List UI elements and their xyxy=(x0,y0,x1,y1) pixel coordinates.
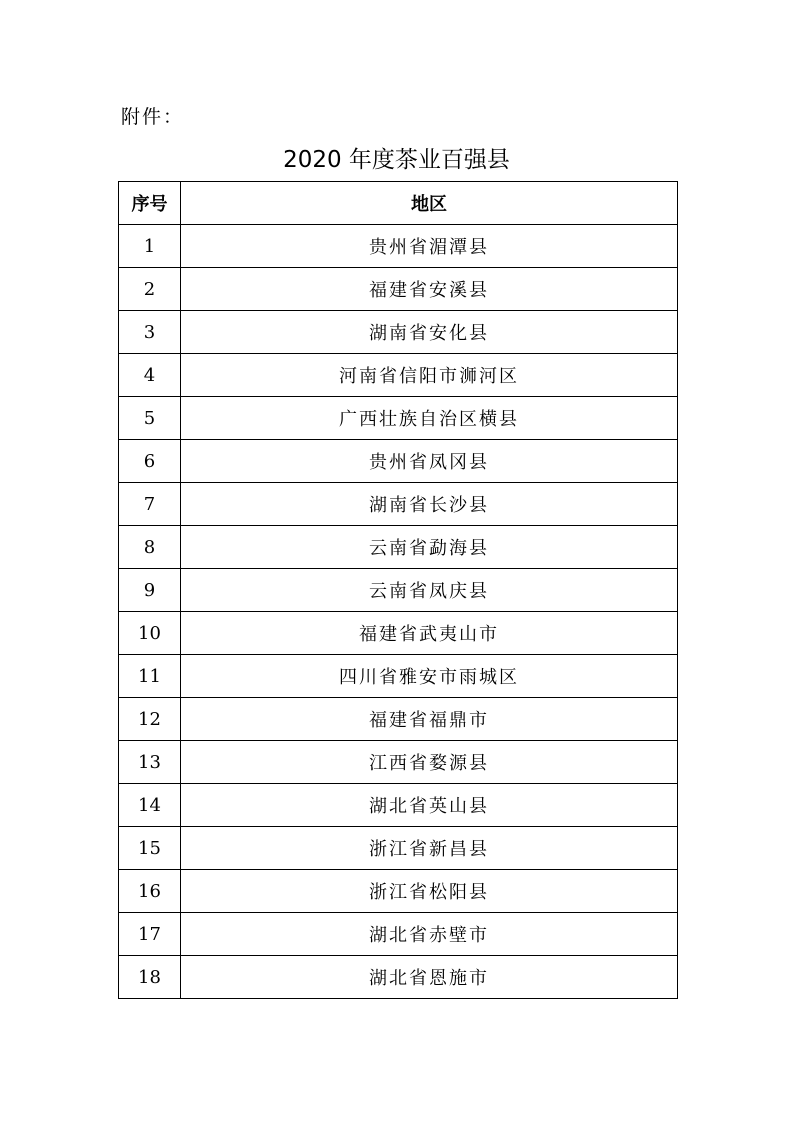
row-number: 9 xyxy=(119,569,181,612)
row-region: 江西省婺源县 xyxy=(181,741,678,784)
row-region: 云南省勐海县 xyxy=(181,526,678,569)
table-row xyxy=(119,440,678,483)
row-region: 福建省安溪县 xyxy=(181,268,678,311)
table-row xyxy=(119,827,678,870)
table-row xyxy=(119,311,678,354)
row-number: 11 xyxy=(119,655,181,698)
row-number: 4 xyxy=(119,354,181,397)
row-region: 湖南省安化县 xyxy=(181,311,678,354)
row-region: 浙江省松阳县 xyxy=(181,870,678,913)
row-number: 17 xyxy=(119,913,181,956)
table-row xyxy=(119,569,678,612)
row-region: 湖北省英山县 xyxy=(181,784,678,827)
row-number: 10 xyxy=(119,612,181,655)
row-number: 15 xyxy=(119,827,181,870)
table-row xyxy=(119,698,678,741)
table-row xyxy=(119,526,678,569)
row-number: 12 xyxy=(119,698,181,741)
table-row xyxy=(119,268,678,311)
row-number: 18 xyxy=(119,956,181,999)
table-row xyxy=(119,784,678,827)
row-region: 贵州省凤冈县 xyxy=(181,440,678,483)
row-number: 1 xyxy=(119,225,181,268)
row-number: 8 xyxy=(119,526,181,569)
row-region: 四川省雅安市雨城区 xyxy=(181,655,678,698)
row-region: 浙江省新昌县 xyxy=(181,827,678,870)
row-number: 2 xyxy=(119,268,181,311)
table-row xyxy=(119,655,678,698)
table-row xyxy=(119,483,678,526)
attachment-label: 附件： xyxy=(121,106,185,128)
county-table xyxy=(118,181,678,999)
table-row xyxy=(119,870,678,913)
row-region: 湖南省长沙县 xyxy=(181,483,678,526)
row-region: 云南省凤庆县 xyxy=(181,569,678,612)
row-region: 福建省武夷山市 xyxy=(181,612,678,655)
row-region: 湖北省赤壁市 xyxy=(181,913,678,956)
table-row xyxy=(119,354,678,397)
table-row xyxy=(119,225,678,268)
row-region: 福建省福鼎市 xyxy=(181,698,678,741)
row-number: 7 xyxy=(119,483,181,526)
row-region: 贵州省湄潭县 xyxy=(181,225,678,268)
row-number: 14 xyxy=(119,784,181,827)
page-title: 2020 年度茶业百强县 xyxy=(283,147,510,173)
row-region: 广西壮族自治区横县 xyxy=(181,397,678,440)
row-number: 6 xyxy=(119,440,181,483)
row-number: 13 xyxy=(119,741,181,784)
table-row xyxy=(119,956,678,999)
table-row xyxy=(119,741,678,784)
table-row xyxy=(119,612,678,655)
row-number: 3 xyxy=(119,311,181,354)
row-region: 湖北省恩施市 xyxy=(181,956,678,999)
row-region: 河南省信阳市浉河区 xyxy=(181,354,678,397)
column-header-number: 序号 xyxy=(119,182,181,225)
column-header-region: 地区 xyxy=(181,182,678,225)
table-header-row xyxy=(119,182,678,225)
row-number: 16 xyxy=(119,870,181,913)
table-row xyxy=(119,397,678,440)
row-number: 5 xyxy=(119,397,181,440)
table-row xyxy=(119,913,678,956)
